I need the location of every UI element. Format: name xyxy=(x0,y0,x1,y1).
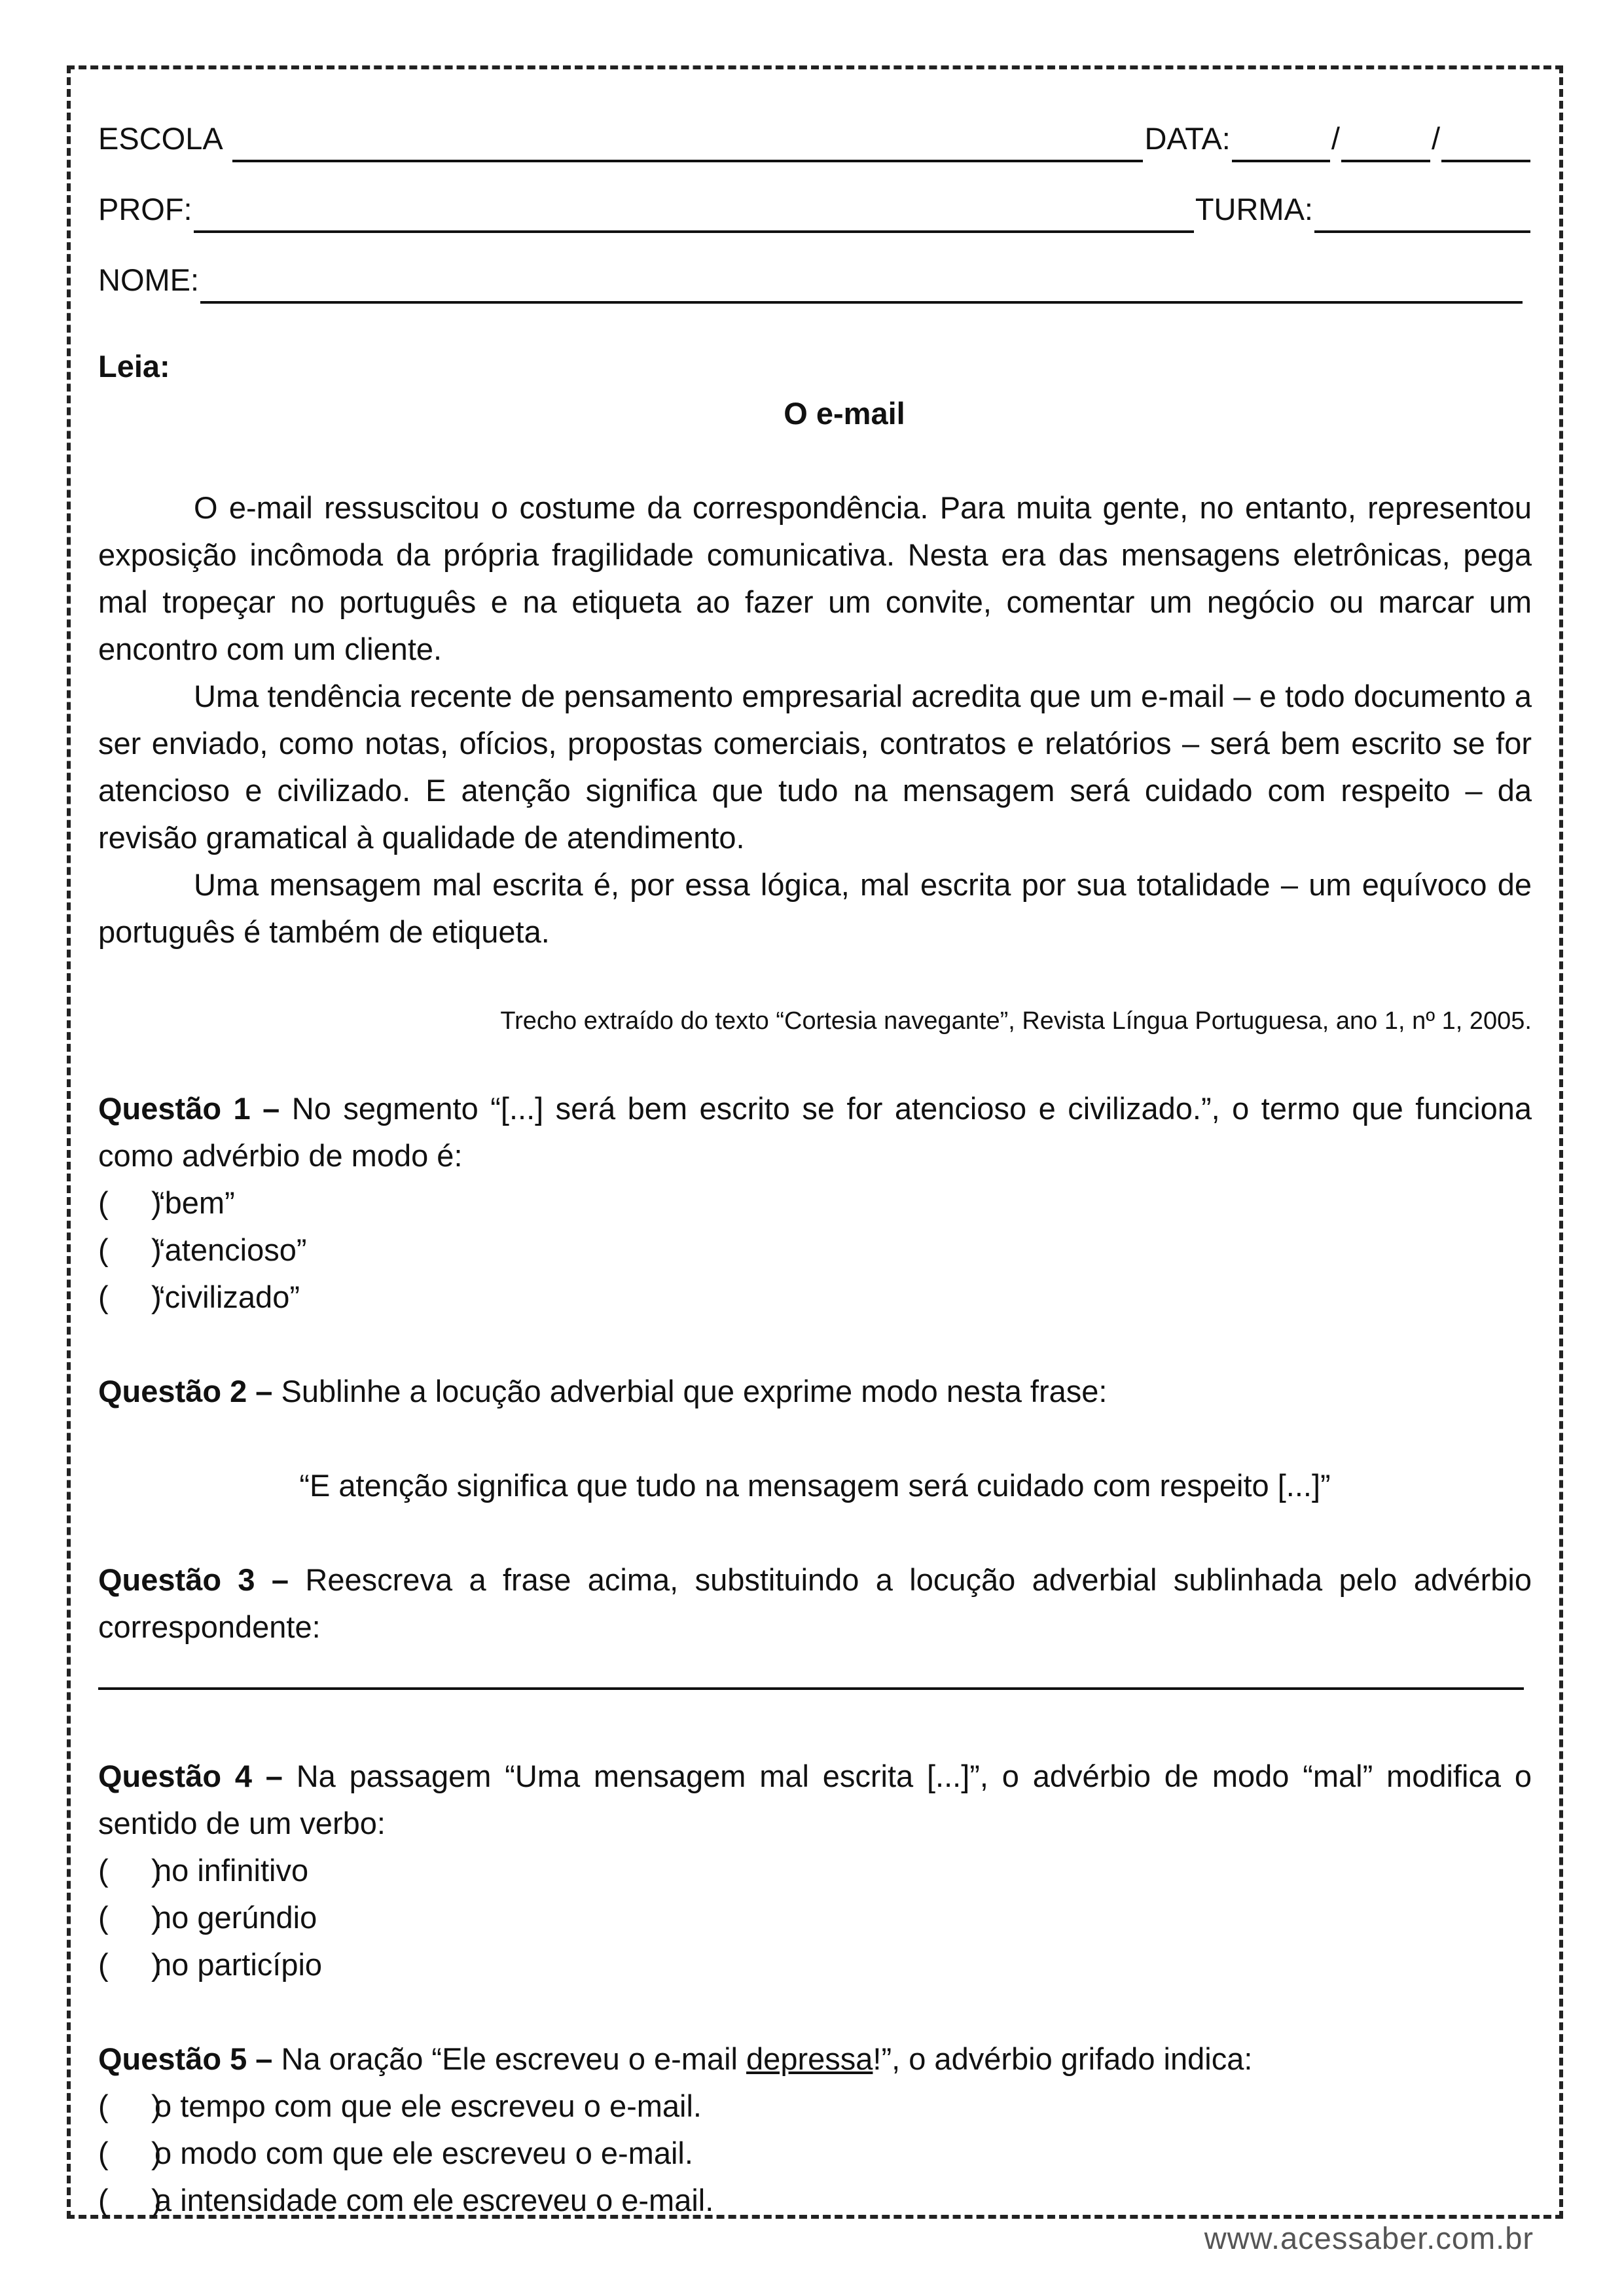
question-2-label: Questão 2 – xyxy=(98,1374,273,1408)
question-4-option-c[interactable] xyxy=(98,1941,1532,1988)
header-row-prof xyxy=(98,162,1532,233)
checkbox-paren[interactable]: ( ) xyxy=(98,1280,162,1314)
question-1-option-a[interactable] xyxy=(98,1179,1532,1227)
prof-field[interactable] xyxy=(194,194,1194,233)
question-3 xyxy=(98,1556,1532,1651)
escola-field[interactable] xyxy=(232,123,1144,162)
turma-label: TURMA: xyxy=(1195,192,1313,226)
header-row-escola xyxy=(98,92,1532,162)
question-5-underlined-word: depressa xyxy=(746,2041,873,2076)
option-label: no particípio xyxy=(154,1947,323,1982)
question-5-text-after: !”, o advérbio grifado indica: xyxy=(873,2041,1253,2076)
option-label: no infinitivo xyxy=(154,1853,309,1888)
worksheet xyxy=(98,92,1532,2224)
option-label: “civilizado” xyxy=(154,1280,300,1314)
question-5-option-b[interactable] xyxy=(98,2130,1532,2177)
question-3-answer-line[interactable] xyxy=(98,1655,1524,1690)
question-3-text: Reescreva a frase acima, substituindo a locução adverbial sublinhada pelo advérbio correspondente: xyxy=(98,1562,1532,1644)
option-label: “bem” xyxy=(154,1185,235,1220)
question-1-label: Questão 1 – xyxy=(98,1091,280,1126)
question-4-label: Questão 4 – xyxy=(98,1759,283,1793)
question-1-option-c[interactable] xyxy=(98,1274,1532,1321)
option-label: a intensidade com ele escreveu o e-mail. xyxy=(154,2183,714,2217)
checkbox-paren[interactable]: ( ) xyxy=(98,1232,162,1267)
paragraph-3: Uma mensagem mal escrita é, por essa lógica, mal escrita por sua totalidade – um equívoco de português é também de etiqueta. xyxy=(98,867,1532,949)
question-1-option-b[interactable] xyxy=(98,1227,1532,1274)
question-5-label: Questão 5 – xyxy=(98,2041,273,2076)
turma-field[interactable] xyxy=(1314,194,1530,233)
date-month-field[interactable] xyxy=(1341,123,1430,162)
question-2 xyxy=(98,1368,1532,1415)
checkbox-paren[interactable]: ( ) xyxy=(98,1185,162,1220)
date-slash-1: / xyxy=(1331,121,1340,156)
escola-label: ESCOLA xyxy=(98,121,223,156)
option-label: no gerúndio xyxy=(154,1900,317,1935)
checkbox-paren[interactable]: ( ) xyxy=(98,1947,162,1982)
nome-label: NOME: xyxy=(98,262,200,297)
prof-label: PROF: xyxy=(98,192,192,226)
footer-url: www.acessaber.com.br xyxy=(1204,2221,1534,2255)
question-5-option-c[interactable] xyxy=(98,2177,1532,2224)
question-2-text: Sublinhe a locução adverbial que exprime modo nesta frase: xyxy=(272,1374,1108,1408)
checkbox-paren[interactable]: ( ) xyxy=(98,1900,162,1935)
question-4 xyxy=(98,1753,1532,1847)
question-4-option-b[interactable] xyxy=(98,1894,1532,1941)
paragraph-1: O e-mail ressuscitou o costume da correspondência. Para muita gente, no entanto, representou exposição incômoda da própria fragilidade comunicativa. Nesta era das mensagens eletrônicas, pega mal tropeçar no português e na etiqueta ao fazer um convite, comentar um negócio ou marcar um encontro com um cliente. xyxy=(98,490,1532,666)
question-4-option-a[interactable] xyxy=(98,1847,1532,1894)
date-slash-2: / xyxy=(1431,121,1440,156)
question-5 xyxy=(98,2036,1532,2083)
question-5-option-a[interactable] xyxy=(98,2083,1532,2130)
checkbox-paren[interactable]: ( ) xyxy=(98,1853,162,1888)
paragraph-2: Uma tendência recente de pensamento empresarial acredita que um e-mail – e todo documento a ser enviado, como notas, ofícios, propostas comerciais, contratos e relatórios – será bem escrito se for atencioso e civilizado. E atenção significa que tudo na mensagem será cuidado com respeito – da revisão gramatical à qualidade de atendimento. xyxy=(98,679,1532,855)
header-row-nome xyxy=(98,233,1532,304)
option-label: o tempo com que ele escreveu o e-mail. xyxy=(154,2089,702,2123)
nome-field[interactable] xyxy=(200,264,1523,304)
date-day-field[interactable] xyxy=(1232,123,1330,162)
question-4-text: Na passagem “Uma mensagem mal escrita [...]”, o advérbio de modo “mal” modifica o sentido de um verbo: xyxy=(98,1759,1532,1840)
question-2-quote: “E atenção significa que tudo na mensagem será cuidado com respeito [...]” xyxy=(299,1468,1331,1503)
checkbox-paren[interactable]: ( ) xyxy=(98,2183,162,2217)
date-year-field[interactable] xyxy=(1441,123,1530,162)
text-title: O e-mail xyxy=(784,396,905,431)
question-1-text: No segmento “[...] será bem escrito se for atencioso e civilizado.”, o termo que funciona como advérbio de modo é: xyxy=(98,1091,1532,1173)
option-label: “atencioso” xyxy=(154,1232,307,1267)
question-5-text-before: Na oração “Ele escreveu o e-mail xyxy=(272,2041,747,2076)
leia-heading: Leia: xyxy=(98,349,170,384)
question-3-label: Questão 3 – xyxy=(98,1562,289,1597)
checkbox-paren[interactable]: ( ) xyxy=(98,2136,162,2170)
source-citation: Trecho extraído do texto “Cortesia navegante”, Revista Língua Portuguesa, ano 1, nº 1, 2005. xyxy=(500,1007,1532,1035)
checkbox-paren[interactable]: ( ) xyxy=(98,2089,162,2123)
question-1 xyxy=(98,1085,1532,1179)
data-label: DATA: xyxy=(1144,121,1231,156)
option-label: o modo com que ele escreveu o e-mail. xyxy=(154,2136,693,2170)
